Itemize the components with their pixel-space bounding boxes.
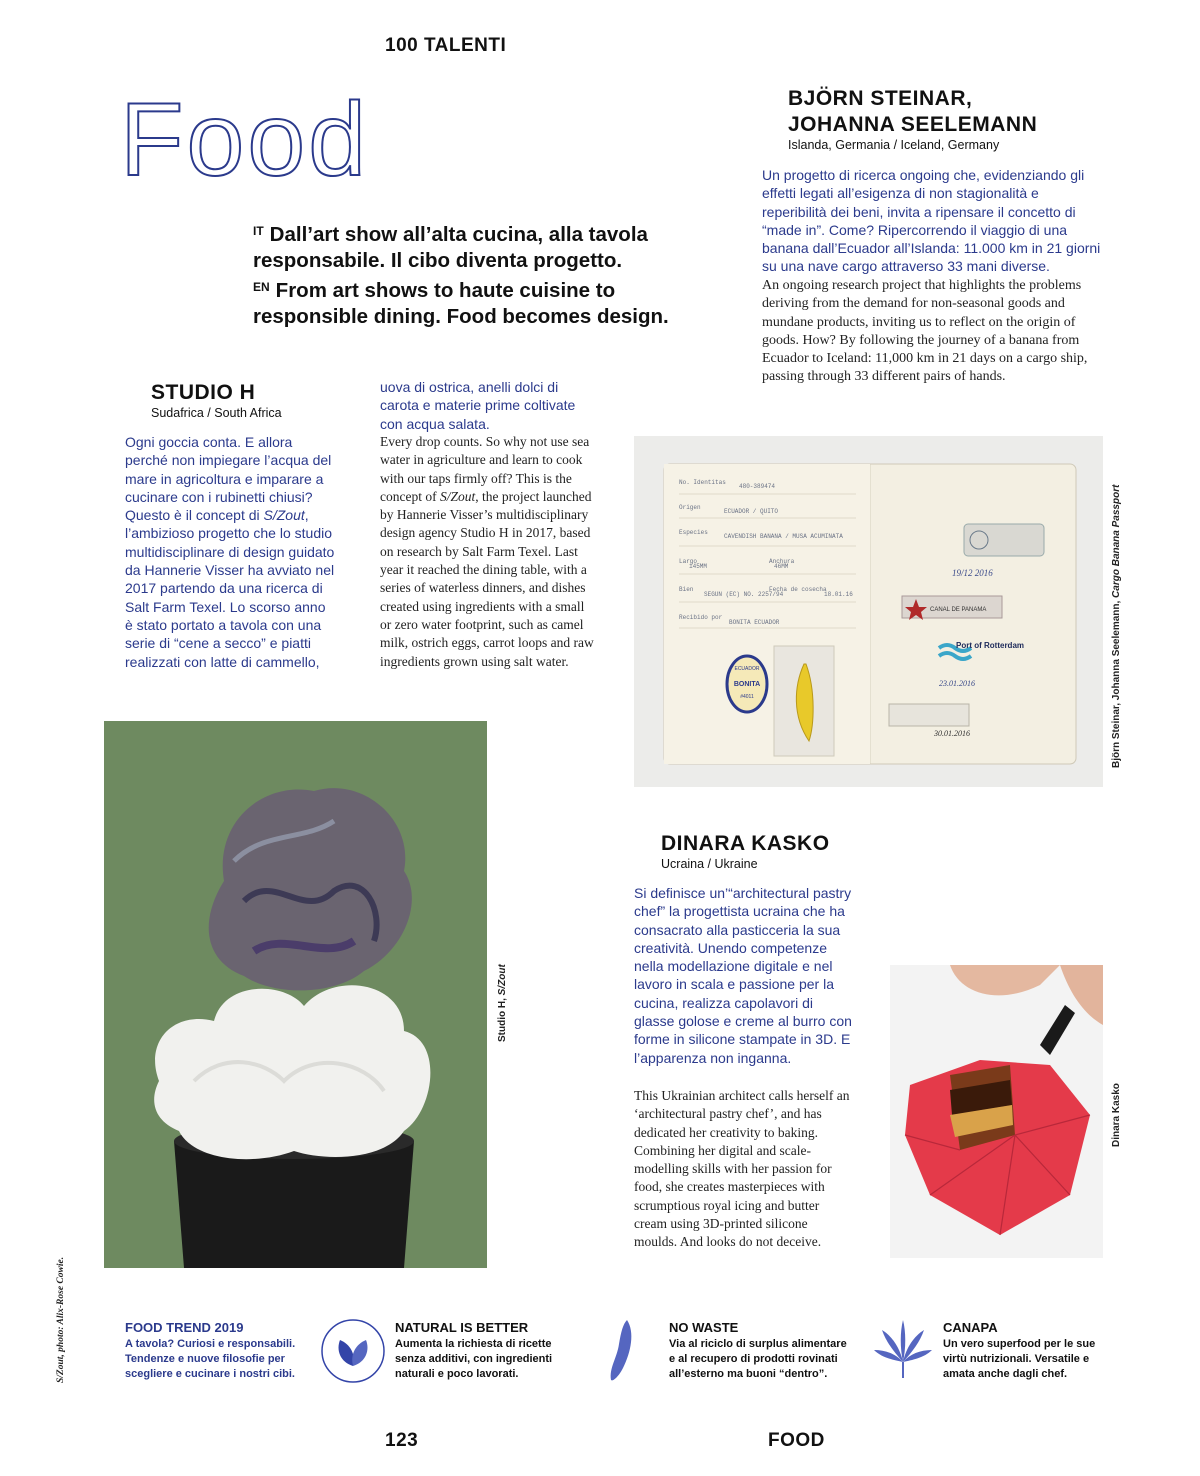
- bucket-shape: [174, 1141, 414, 1268]
- sticker-country: ECUADOR: [734, 666, 760, 672]
- passport-value-2: ECUADOR / QUITO: [724, 508, 779, 515]
- studio-h-szout-image: [104, 721, 487, 1268]
- bjorn-image-caption: Björn Steinar, Johanna Seelemann, Cargo Banana Passport: [1111, 484, 1122, 768]
- passport-value-8: BONITA ECUADOR: [729, 619, 780, 626]
- trend-natural: [395, 1320, 575, 1382]
- trend-title-1: NATURAL IS BETTER: [395, 1320, 529, 1335]
- passport-label-7: Fecha de cosecha: [769, 586, 827, 593]
- studio-h-it-text: Ogni goccia conta. E allora perché non impiegare l’acqua del mare in agricoltura e imparare a cucinare con i rubinetti chiusi? Questo è il concept di S/Zout, l’ambizioso progetto che lo studio multidisciplinare di design guidato da Hannerie Visser ha avviato nel 2017 partendo da una ricerca di Salt Farm Texel. Lo scorso anno è stato portato a tavola con una serie di “cene a secco” e piatti realizzati con latte di cammello,: [125, 434, 335, 670]
- studio-h-location: Sudafrica / South Africa: [151, 406, 282, 420]
- intro-en: $^{EN}$ From art shows to haute cuisine to responsible dining. Food becomes design.: [253, 279, 669, 328]
- trend-body-3: Un vero superfood per le sue virtù nutrizionali. Versatile e amata anche dagli chef.: [943, 1338, 1096, 1380]
- dinara-en-text: This Ukrainian architect calls herself an ‘architectural pastry chef’, and has dedicated her creativity to baking. Combining her digital and scale-modelling skills with her passion for food, she creates masterpieces with scrumptious royal icing and butter cream using 3D-printed silicone moulds. And looks do not deceive.: [634, 1088, 850, 1250]
- dinara-image-caption: Dinara Kasko: [1111, 1083, 1122, 1147]
- trend-title-0: FOOD TREND 2019: [125, 1320, 244, 1335]
- trend-no-waste: [669, 1320, 851, 1382]
- sticker-brand: BONITA: [733, 681, 761, 688]
- footer-section: FOOD: [768, 1430, 825, 1451]
- studio-h-it-continued: uova di ostrica, anelli dolci di carota e materie prime coltivate con acqua salata.: [380, 379, 576, 432]
- bonita-sticker-icon: [727, 656, 767, 712]
- bjorn-en-text: An ongoing research project that highlights the problems deriving from the demand for non-seasonal goods and mundane products, inviting us to reflect on the origin of goods. How? By following the journey of a banana from Ecuador to Iceland: 11,000 km in 21 days on a cargo ship, passing through 33 different pairs of hands.: [762, 278, 1088, 385]
- passport-label-8: Recibido por: [679, 614, 723, 621]
- studio-h-name: STUDIO H: [151, 381, 256, 404]
- photo-credit: S/Zout, photo: Alix-Rose Cowie.: [56, 1256, 66, 1383]
- trend-title-2: NO WASTE: [669, 1320, 739, 1335]
- passport-label-1: No. Identitas: [679, 479, 726, 486]
- studio-h-en-text: Every drop counts. So why not use sea water in agriculture and learn to cook with our taps firmly off? This is the concept of S/Zout, the project launched by Hannerie Visser’s multidisciplinary design agency Studio H in 2017, based on research by Salt Farm Texel. Last year it reached the dining table, with a series of waterless dinners, and dishes created using ingredients with a small or zero water footprint, such as camel milk, ostrich eggs, carrot loops and raw ingredients grown using salt water.: [380, 434, 594, 669]
- dinara-cake-image: [890, 965, 1103, 1258]
- dinara-name: DINARA KASKO: [661, 832, 830, 855]
- passport-label-4: Largo: [679, 558, 698, 565]
- bjorn-name-line1: BJÖRN STEINAR,: [788, 87, 973, 110]
- dinara-it-text: Si definisce un’“architectural pastry chef” la progettista ucraina che ha consacrato alla pasticceria la sua creatività. Unendo competenze nella modellazione digitale e nel lavoro in scala e passione per la cucina, realizza capolavori di glasse golose e creme al burro con forme in silicone stampate in 3D. E l’apparenza non inganna.: [634, 885, 852, 1066]
- passport-label-5: Anchura: [769, 558, 795, 565]
- intro-block: [253, 218, 723, 330]
- studio-h-header: [151, 380, 371, 420]
- cargo-banana-passport-image: [634, 436, 1103, 787]
- passport-value-7: 18.01.16: [824, 591, 853, 598]
- passport-date1: 19/12 2016: [952, 568, 993, 578]
- passport-label-2: Origen: [679, 504, 701, 511]
- passport-label-3: Especies: [679, 529, 708, 536]
- trend-body-2: Via al riciclo di surplus alimentare e al recupero di prodotti rovinati all’esterno ma buoni “dentro”.: [669, 1338, 847, 1380]
- bjorn-name-line2: JOHANNA SEELEMANN: [788, 113, 1038, 136]
- passport-value-3: CAVENDISH BANANA / MUSA ACUMINATA: [724, 533, 843, 540]
- stamp-port: Port of Rotterdam: [956, 641, 1024, 650]
- bjorn-location: Islanda, Germania / Iceland, Germany: [788, 138, 1000, 152]
- dinara-location: Ucraina / Ukraine: [661, 857, 758, 871]
- intro-it: $^{IT}$ Dall’art show all’alta cucina, alla tavola responsabile. Il cibo diventa progetto.: [253, 223, 648, 272]
- hemp-leaf-icon: [872, 1318, 934, 1380]
- passport-value-4: 145MM: [689, 563, 708, 570]
- trend-body-1: Aumenta la richiesta di ricette senza additivi, con ingredienti naturali e poco lavorati.: [395, 1338, 553, 1380]
- passport-label-6: Bien: [679, 586, 694, 593]
- leaf-icon: [320, 1318, 386, 1384]
- stamp-canal: CANAL DE PANAMA: [930, 607, 987, 613]
- passport-value-6: SEGUN (EC) NO. 2257/94: [704, 591, 784, 598]
- bjorn-it-text: Un progetto di ricerca ongoing che, evidenziando gli effetti legati all’esigenza di non stagionalità e reperibilità dei beni, invita a ripensare il concetto di “made in”. Come? Ripercorrendo il viaggio di una banana dall’Ecuador all’Islanda: 11.000 km in 21 giorni su una nave cargo attraverso 33 mani diverse.: [762, 167, 1101, 275]
- peel-icon: [605, 1318, 641, 1384]
- sticker-code: #4011: [740, 694, 754, 700]
- studio-h-image-caption: Studio H, S/Zout: [497, 964, 508, 1042]
- passport-date2: 23.01.2016: [939, 679, 975, 688]
- passport-value-1: 480-389474: [739, 483, 776, 490]
- page-title: Food: [120, 82, 370, 198]
- trend-body-0: A tavola? Curiosi e responsabili. Tendenze e nuove filosofie per scegliere e cucinare i nostri cibi.: [125, 1338, 296, 1380]
- passport-value-5: 46MM: [774, 563, 789, 570]
- dinara-header: [661, 831, 921, 871]
- bjorn-header: [788, 86, 1128, 152]
- trend-title-3: CANAPA: [943, 1320, 998, 1335]
- trend-intro: [125, 1320, 315, 1382]
- page-number: 123: [385, 1430, 419, 1451]
- trend-canapa: [943, 1320, 1118, 1382]
- section-header: 100 TALENTI: [385, 35, 507, 56]
- passport-date3: 30.01.2016: [934, 729, 970, 738]
